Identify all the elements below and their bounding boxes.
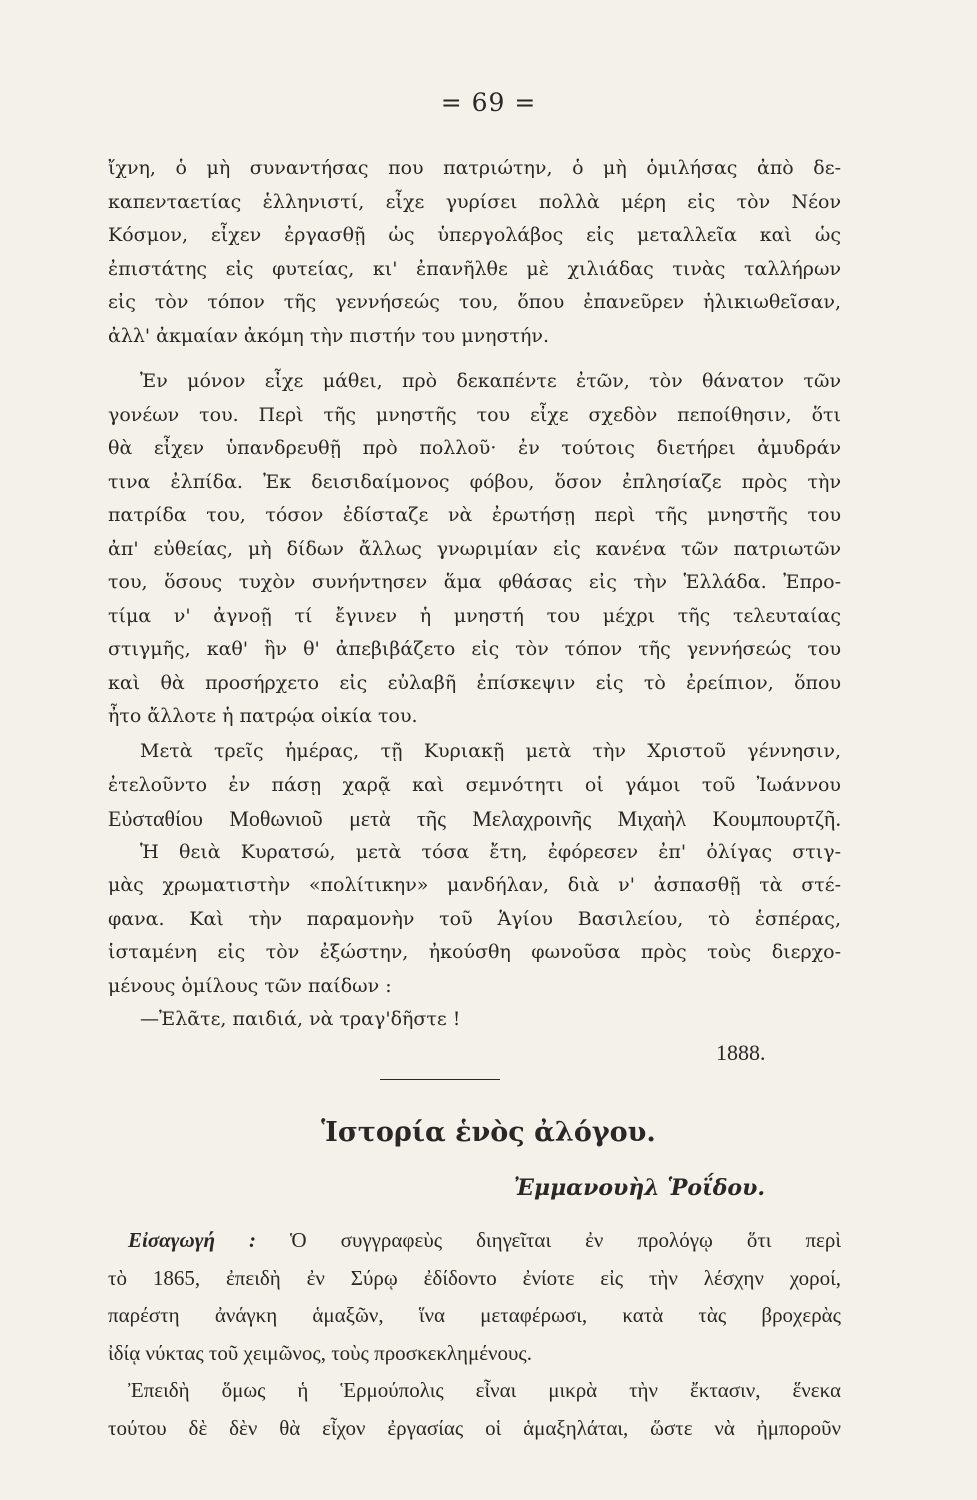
text-line: Εὐσταθίου Μοθωνιοῦ μετὰ τῆς Μελαχροινῆς Μιχαὴλ Κουμπουρτζῆ.: [108, 806, 841, 831]
intro-label: Εἰσαγωγή :: [128, 1228, 256, 1252]
text-line: Ἐν μόνον εἶχε μάθει, πρὸ δεκαπέντε ἐτῶν, τὸν θάνατον τῶν: [140, 370, 841, 392]
story-title: Ἱστορία ἑνὸς ἀλόγου.: [321, 1117, 656, 1148]
text-line: ἀλλ' ἀκμαίαν ἀκόμη τὴν πιστήν του μνηστήν.: [108, 324, 549, 347]
text-line: τίμα ν' ἀγνοῇ τί ἔγινεν ἡ μνηστή του μέχρι τῆς τελευταίας: [108, 604, 841, 627]
text-line: του, ὅσους τυχὸν συνήντησεν ἅμα φθάσας εἰς τὴν Ἑλλάδα. Ἐπρο-: [108, 571, 841, 593]
text-line: Μετὰ τρεῖς ἡμέρας, τῇ Κυριακῇ μετὰ τὴν Χριστοῦ γέννησιν,: [140, 740, 841, 762]
paragraph-2: [108, 365, 841, 734]
text-line: τὸ 1865, ἐπειδὴ ἐν Σύρῳ ἐδίδοντο ἐνίοτε εἰς τὴν λέσχην χοροί,: [108, 1265, 841, 1290]
text-line: ἦτο ἄλλοτε ἡ πατρῴα οἰκία του.: [108, 705, 418, 727]
year-signoff: 1888.: [716, 1040, 766, 1065]
separator-rule: [380, 1079, 500, 1080]
introduction: [108, 1222, 841, 1447]
text-line: θὰ εἶχεν ὑπανδρευθῇ πρὸ πολλοῦ· ἐν τούτοις διετήρει ἀμυδράν: [108, 437, 841, 459]
text-line: ἐτελοῦντο ἐν πάσῃ χαρᾷ καὶ σεμνότητι οἱ γάμοι τοῦ Ἰωάννου: [108, 773, 841, 796]
text-line: μὰς χρωματιστὴν «πολίτικην» μανδήλαν, διὰ ν' ἀσπασθῇ τὰ στέ-: [108, 874, 841, 896]
text-line: ἀπ' εὐθείας, μὴ δίδων ἄλλως γνωριμίαν εἰς κανένα τῶν πατριωτῶν: [108, 537, 841, 560]
text-line: Ἡ θειὰ Κυρατσώ, μετὰ τόσα ἔτη, ἐφόρεσεν ἐπ' ὀλίγας στιγ-: [140, 840, 841, 863]
text-line: καὶ θὰ προσήρχετο εἰς εὐλαβῆ ἐπίσκεψιν εἰς τὸ ἐρείπιον, ὅπου: [108, 671, 841, 694]
text-line: παρέστη ἀνάγκη ἁμαξῶν, ἵνα μεταφέρωσι, κατὰ τὰς βροχερὰς: [108, 1303, 841, 1327]
text-line: στιγμῆς, καθ' ἣν θ' ἀπεβιβάζετο εἰς τὸν τόπον τῆς γεννήσεώς του: [108, 638, 841, 660]
text-line: Κόσμον, εἶχεν ἐργασθῇ ὡς ὑπεργολάβος εἰς μεταλλεῖα καὶ ὡς: [108, 224, 841, 246]
text-line: μένους ὁμίλους τῶν παίδων :: [108, 974, 392, 997]
text-line: ἰδίᾳ νύκτας τοῦ χειμῶνος, τοὺς προσκεκλημένους.: [108, 1340, 532, 1365]
text-line: φανα. Καὶ τὴν παραμονὴν τοῦ Ἁγίου Βασιλείου, τὸ ἑσπέρας,: [108, 907, 841, 930]
text-line: τούτου δὲ δὲν θὰ εἶχον ἐργασίας οἱ ἁμαξηλάται, ὥστε νὰ ἠμποροῦν: [108, 1415, 841, 1440]
intro-text: Ὁ συγγραφεὺς διηγεῖται ἐν προλόγῳ ὅτι περὶ: [290, 1228, 841, 1252]
text-line: εἰς τὸν τόπον τῆς γεννήσεώς του, ὅπου ἐπανεῦρεν ἡλικιωθεῖσαν,: [108, 291, 841, 313]
text-line: ἐπιστάτης εἰς φυτείας, κι' ἐπανῆλθε μὲ χιλιάδας τινὰς ταλλήρων: [108, 257, 841, 280]
text-line: γονέων του. Περὶ τῆς μνηστῆς του εἶχε σχεδὸν πεποίθησιν, ὅτι: [108, 403, 841, 426]
text-line: ἴχνη, ὁ μὴ συναντήσας που πατριώτην, ὁ μὴ ὁμιλήσας ἀπὸ δε-: [108, 157, 841, 179]
dialogue-line: —Ἐλᾶτε, παιδιά, νὰ τραγ'δῆστε !: [140, 1008, 461, 1030]
text-line: [108, 1222, 841, 1260]
author-name: Ἐμμανουὴλ Ῥοΐδου.: [513, 1175, 765, 1201]
paragraph-3: [108, 735, 841, 1037]
paragraph-1: [108, 152, 841, 353]
text-line: Ἐπειδὴ ὅμως ἡ Ἑρμούπολις εἶναι μικρὰ τὴν ἔκτασιν, ἕνεκα: [128, 1378, 841, 1402]
text-line: ἱσταμένη εἰς τὸν ἐξώστην, ἠκούσθη φωνοῦσα πρὸς τοὺς διερχο-: [108, 941, 841, 963]
text-line: τινα ἐλπίδα. Ἐκ δεισιδαίμονος φόβου, ὅσον ἐπλησίαζε πρὸς τὴν: [108, 470, 841, 493]
text-line: πατρίδα του, τόσον ἐδίσταζε νὰ ἐρωτήσῃ περὶ τῆς μνηστῆς του: [108, 504, 841, 526]
page-number: = 69 =: [440, 88, 537, 117]
text-line: καπενταετίας ἑλληνιστί, εἶχε γυρίσει πολλὰ μέρη εἰς τὸν Νέον: [108, 190, 841, 213]
